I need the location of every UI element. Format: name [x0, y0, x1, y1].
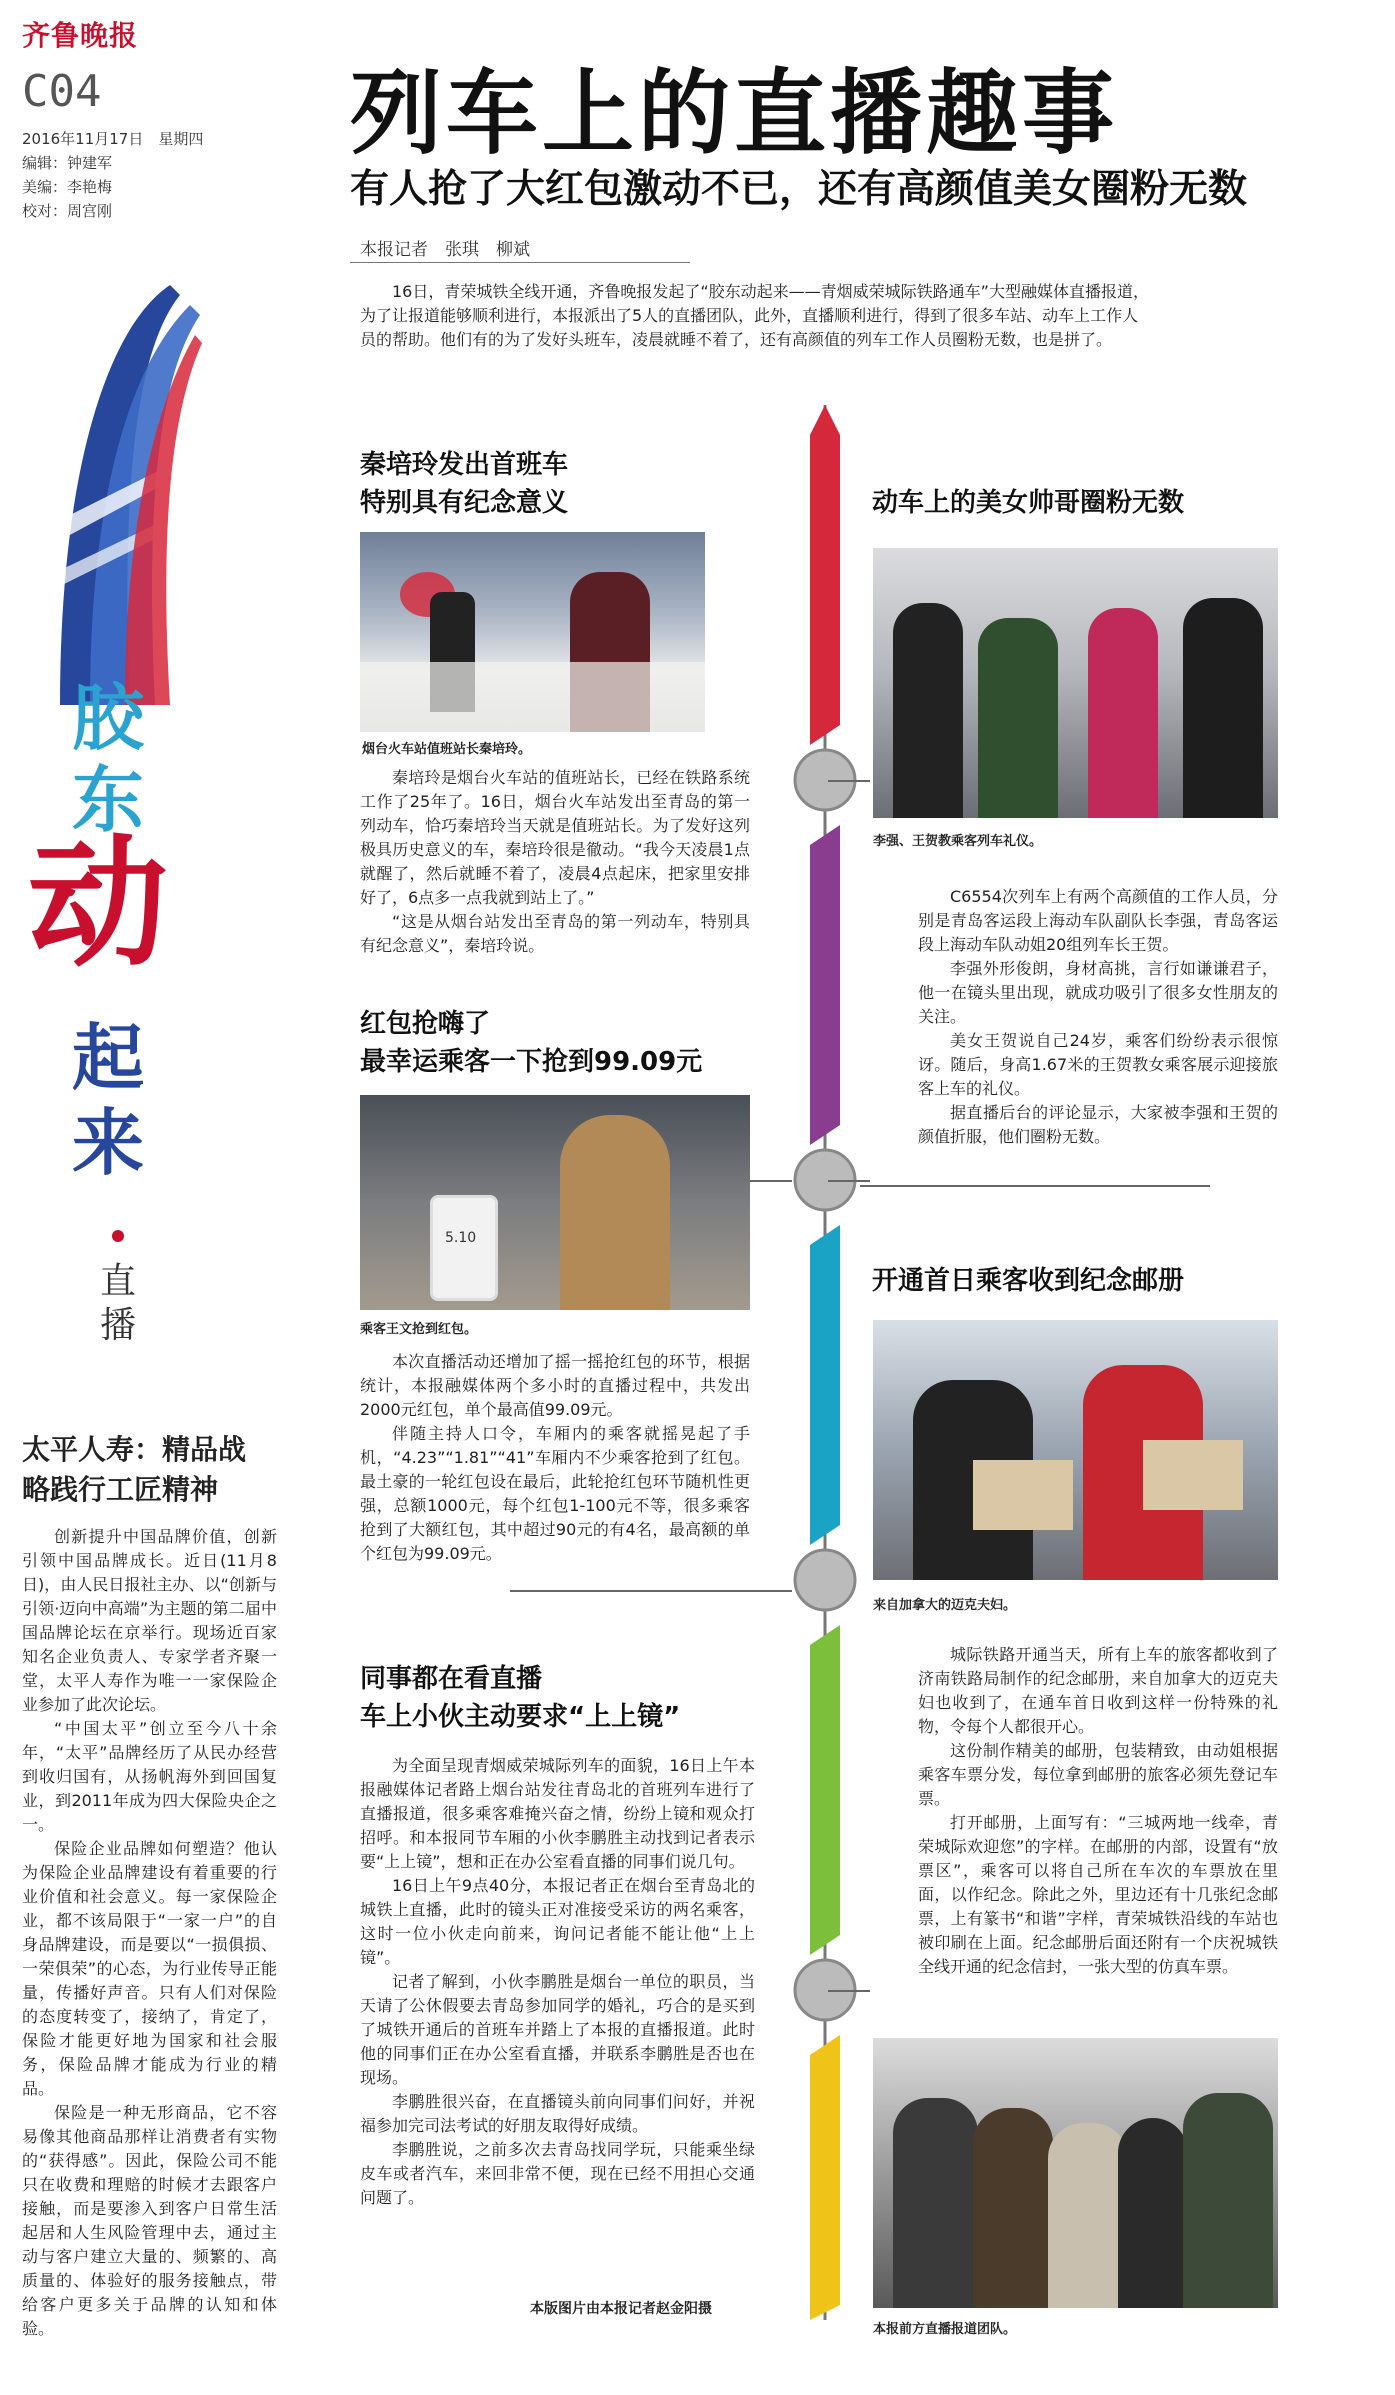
issue-date: 2016年11月17日 星期四: [22, 130, 204, 148]
sidebar-body: 创新提升中国品牌价值，创新引领中国品牌成长。近日(11月8日)，由人民日报社主办、以“创新与引领·迈向中高端”为主题的第二届中国品牌论坛在京举行。现场近百家知名企业负责人、专家学者齐聚一堂，太平人寿作为唯一一家保险企业参加了此次论坛。 “中国太平”创立至今八十余年，“太平”品牌经历了从民办经营到收归国有，从扬帆海外到回国复业，到2011年成为四大保险央企之一。 保险企业品牌如何塑造？他认为保险企业品牌建设有着重要的行业价值和社会意义。每一家保险企业，都不该局限于“一家一户”的自身品牌建设，而是要以“一损俱损、一荣俱荣”的心态，为行业传导正能量，传播好声音。只有人们对保险的态度转变了，接纳了，肯定了，保险才能更好地为国家和社会服务，保险品牌才能成为行业的精品。 保险是一种无形商品，它不容易像其他商品那样让消费者有实物的“获得感”。因此，保险公司不能只在收费和理赔的时候才去跟客户接触，而是要渗入到客户日常生活起居和人生风险管理中去，通过主动与客户建立大量的、频繁的、高质量的、体验好的服务接触点，带给客户更多关于品牌的认知和体验。: [22, 1527, 277, 2338]
designer-credit: 美编：李艳梅: [22, 178, 113, 196]
subheadline: 有人抢了大红包激动不已，还有高颜值美女圈粉无数: [350, 167, 1248, 212]
section-title: 动车上的美女帅哥圈粉无数: [872, 488, 1185, 518]
connector-line: [828, 1180, 870, 1182]
station-photo: [360, 532, 705, 732]
section-title: 红包抢嗨了 最幸运乘客一下抢到99.09元: [360, 1009, 703, 1077]
photo-caption: 烟台火车站值班站长秦培玲。: [362, 742, 532, 757]
logo-tag: 直播: [100, 1261, 137, 1346]
photo-caption: 来自加拿大的迈克夫妇。: [873, 1598, 1017, 1613]
connector-line: [510, 1590, 792, 1592]
crew-photo: [873, 548, 1278, 818]
red-envelope-photo: 5.10: [360, 1095, 750, 1310]
logo-char-1: 胶: [72, 676, 145, 760]
section-title: 秦培玲发出首班车 特别具有纪念意义: [360, 450, 569, 518]
photo-caption: 李强、王贺教乘客列车礼仪。: [873, 834, 1043, 849]
train-logo-graphic: [20, 265, 250, 725]
timeline-graphic: [790, 405, 860, 2320]
section-body: 为全面呈现青烟威荣城际列车的面貌，16日上午本报融媒体记者路上烟台站发往青岛北的首班列车进行了直播报道，很多乘客难掩兴奋之情，纷纷上镜和观众打招呼。和本报同节车厢的小伙李鹏胜主动找到记者表示要“上上镜”，想和正在办公室看直播的同事们说几句。 16日上午9点40分，本报记者正在烟台至青岛北的城铁上直播，此时的镜头正对准接受采访的两名乘客，这时一位小伙走向前来，询问记者能不能让他“上上镜”。 记者了解到，小伙李鹏胜是烟台一单位的职员，当天请了公休假要去青岛参加同学的婚礼，巧合的是买到了城铁开通后的首班车并踏上了本报的直播报道。此时他的同事们正在办公室看直播，并联系李鹏胜是否也在现场。 李鹏胜很兴奋，在直播镜头前向同事们问好，并祝福参加完司法考试的好朋友取得好成绩。 李鹏胜说，之前多次去青岛找同学玩，只能乘坐绿皮车或者汽车，来回非常不便，现在已经不用担心交通问题了。: [360, 1756, 755, 2207]
sidebar-title: 太平人寿：精品战 略践行工匠精神: [22, 1433, 247, 1506]
connector-line: [828, 780, 870, 782]
photo-credit: 本版图片由本报记者赵金阳摄: [530, 2301, 712, 2317]
commemorative-album-photo: [873, 1320, 1278, 1580]
logo-dot: [112, 1230, 124, 1242]
editor-credit: 编辑：钟建军: [22, 154, 113, 172]
connector-line: [828, 1990, 870, 1992]
logo-char-5: 来: [72, 1101, 145, 1185]
connector-line: [860, 1185, 1210, 1187]
lede: 16日，青荣城铁全线开通，齐鲁晚报发起了“胶东动起来——青烟威荣城际铁路通车”大型融媒体直播报道，为了让报道能够顺利进行，本报派出了5人的直播团队，此外，直播顺利进行，得到了很多车站、动车上工作人员的帮助。他们有的为了发好头班车，凌晨就睡不着了，还有高颜值的列车工作人员圈粉无数，也是拼了。: [360, 282, 1149, 349]
logo-char-2: 东: [72, 758, 145, 842]
headline: 列车上的直播趣事: [350, 60, 1119, 167]
photo-caption: 本报前方直播报道团队。: [873, 2322, 1017, 2337]
section-body: 城际铁路开通当天，所有上车的旅客都收到了济南铁路局制作的纪念邮册，来自加拿大的迈克夫妇也收到了，在通车首日收到这样一份特殊的礼物，令每个人都很开心。 这份制作精美的邮册，包装精致，由动姐根据乘客车票分发，每位拿到邮册的旅客必须先登记车票。 打开邮册，上面写有：“三城两地一线牵，青荣城际欢迎您”的字样。在邮册的内部，设置有“放票区”，乘客可以将自己所在车次的车票放在里面，以作纪念。除此之外，里边还有十几张纪念邮票，上有篆书“和谐”字样，青荣城铁沿线的车站也被印刷在上面。纪念邮册后面还附有一个庆祝城铁全线开通的纪念信封，一张大型的仿真车票。: [918, 1645, 1278, 1976]
section-body: C6554次列车上有两个高颜值的工作人员，分别是青岛客运段上海动车队副队长李强，青岛客运段上海动车队动姐20组列车长王贺。 李强外形俊朗，身材高挑，言行如谦谦君子，他一在镜头里出现，就成功吸引了很多女性朋友的关注。 美女王贺说自己24岁，乘客们纷纷表示很惊讶。随后，身高1.67米的王贺教女乘客展示迎接旅客上车的礼仪。 据直播后台的评论显示，大家被李强和王贺的颜值折服，他们圈粉无数。: [918, 887, 1278, 1146]
photo-caption: 乘客王文抢到红包。: [360, 1322, 478, 1337]
section-body: 本次直播活动还增加了摇一摇抢红包的环节，根据统计，本报融媒体两个多小时的直播过程中，共发出2000元红包，单个最高值99.09元。 伴随主持人口令，车厢内的乘客就摇晃起了手机，“4.23”“1.81”“41”车厢内不少乘客抢到了红包。最土豪的一轮红包设在最后，此轮抢红包环节随机性更强，总额1000元，每个红包1-100元不等，很多乘客抢到了大额红包，其中超过90元的有4名，最高额的单个红包为99.09元。: [360, 1352, 750, 1563]
section-title: 同事都在看直播 车上小伙主动要求“上上镜”: [360, 1664, 681, 1732]
logo-char-4: 起: [72, 1016, 145, 1100]
logo-char-3: 动: [28, 823, 169, 986]
team-photo: [873, 2038, 1278, 2308]
proof-credit: 校对：周宫刚: [22, 202, 113, 220]
section-body: 秦培玲是烟台火车站的值班站长，已经在铁路系统工作了25年了。16日，烟台火车站发出至青岛的第一列动车，恰巧秦培玲当天就是值班站长。为了发好这列极具历史意义的车，秦培玲很是徹动。“我今天凌晨1点就醒了，然后就睡不着了，凌晨4点起床，把家里安排好了，6点多一点我就到站上了。” “这是从烟台站发出至青岛的第一列动车，特别具有纪念意义”，秦培玲说。: [360, 768, 750, 955]
page-number: C04: [22, 66, 102, 117]
section-title: 开通首日乘客收到纪念邮册: [872, 1266, 1185, 1296]
newspaper-logo: 齐鲁晚报: [22, 19, 139, 52]
byline-rule: [350, 262, 690, 263]
byline: 本报记者 张琪 柳斌: [360, 240, 530, 260]
